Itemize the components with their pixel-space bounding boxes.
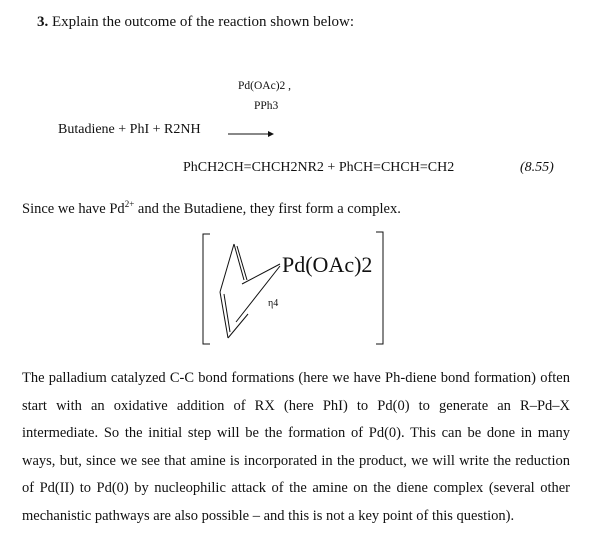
left-bracket <box>203 234 210 344</box>
right-bracket <box>376 232 383 344</box>
reagent-ligand: PPh3 <box>254 100 279 112</box>
reactants: Butadiene + PhI + R2NH <box>58 122 201 137</box>
explanation-paragraph: The palladium catalyzed C-C bond formations (here we have Ph-diene bond formation) often start with an oxidative addition of RX (here PhI) to Pd(0) to generate an R–Pd–X intermediate. So the initial step will be the formation of Pd(0). This can be done in many ways, but, since we see that amine is incorporated in the product, we will write the reduction of Pd(II) to Pd(0) by nucleophilic attack of the amine on the diene complex (several other mechanistic pathways are also possible – and this is not a key point of this question). <box>22 370 570 524</box>
question-heading <box>37 14 354 31</box>
pd-label: Pd(OAc)2 <box>282 252 373 277</box>
reaction-arrow <box>228 129 274 139</box>
diene-complex-structure <box>198 228 398 350</box>
pd-charge: 2+ <box>124 199 135 209</box>
complex-intro-sentence <box>22 199 401 218</box>
question-text: Explain the outcome of the reaction shown below: <box>52 14 354 30</box>
equation-number: (8.55) <box>520 160 554 175</box>
reagent-catalyst: Pd(OAc)2 , <box>238 80 292 92</box>
products: PhCH2CH=CHCH2NR2 + PhCH=CHCH=CH2 <box>183 160 455 175</box>
since-text-before: Since we have Pd <box>22 200 125 217</box>
since-text-after: and the Butadiene, they first form a complex. <box>134 200 401 217</box>
question-number: 3. <box>37 14 49 30</box>
butadiene-ligand <box>220 244 280 338</box>
hapticity-label: η4 <box>268 298 279 309</box>
